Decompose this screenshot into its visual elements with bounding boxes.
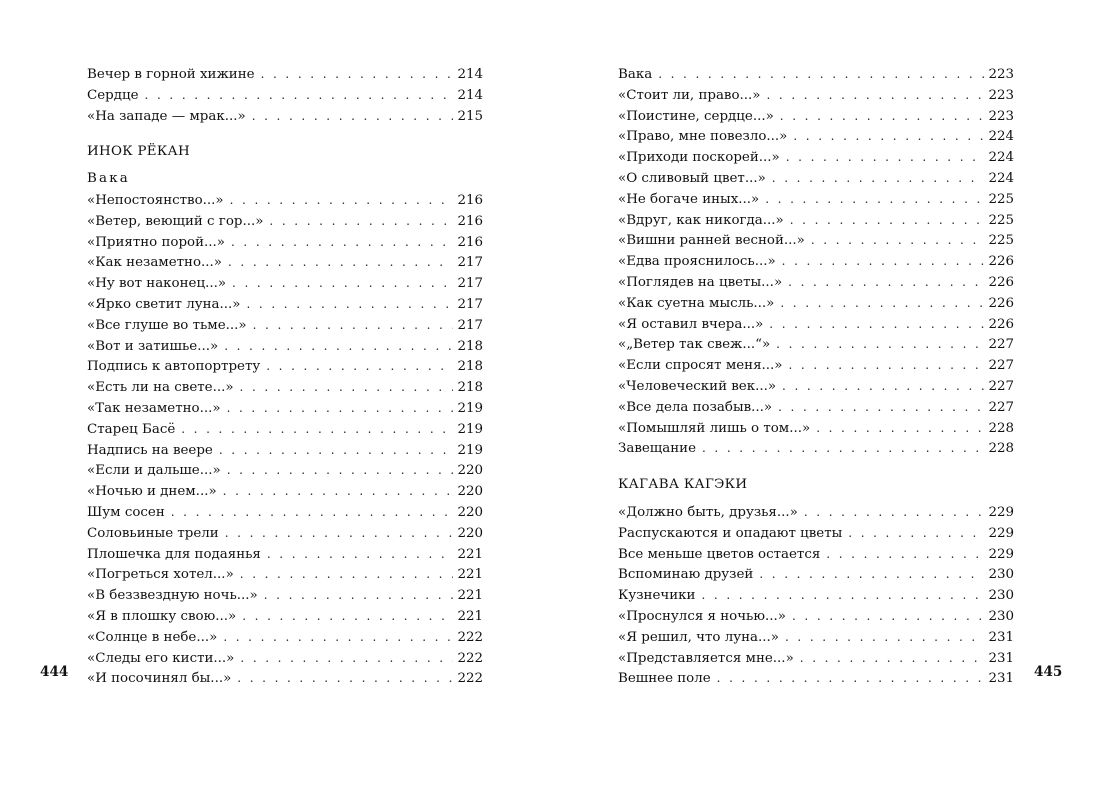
toc-entry-title: «Приходи поскорей...» (618, 150, 780, 166)
toc-entry (87, 440, 483, 461)
toc-entry-title: Соловьиные трели (87, 525, 219, 541)
toc-entry-page: 214 (457, 87, 483, 103)
toc-entry-title: Вешнее поле (618, 671, 711, 687)
toc-entry-title: Старец Басё (87, 421, 176, 437)
toc-entry-title: Кузнечики (618, 588, 696, 604)
dot-leader (776, 334, 984, 355)
dot-leader (790, 210, 985, 231)
toc-entry-page: 221 (457, 546, 483, 562)
toc-entry (87, 668, 483, 689)
toc-entry-title: «Должно быть, друзья...» (618, 504, 798, 520)
toc-entry-title: Вспоминаю друзей (618, 567, 754, 583)
toc-entry-group (87, 190, 483, 689)
dot-leader (171, 502, 454, 523)
toc-entry (618, 523, 1014, 544)
dot-leader (237, 668, 453, 689)
toc-entry (618, 502, 1014, 523)
toc-entry (618, 272, 1014, 293)
toc-entry (618, 418, 1014, 439)
toc-entry-title: «Непостоянство...» (87, 192, 224, 208)
toc-entry-page: 223 (988, 87, 1014, 103)
toc-entry-title: «Поистине, сердце...» (618, 108, 774, 124)
dot-leader (826, 544, 984, 565)
toc-entry-title: Вака (618, 67, 653, 82)
toc-entry-title: «Погреться хотел...» (87, 567, 234, 583)
dot-leader (264, 585, 454, 606)
dot-leader (224, 336, 453, 357)
toc-entry-title: «Все глуше во тьме...» (87, 317, 247, 333)
toc-entry-title: «Помышляй лишь о том...» (618, 420, 811, 436)
toc-entry-title: «Приятно порой...» (87, 234, 225, 250)
dot-leader (269, 211, 453, 232)
toc-entry-page: 225 (988, 191, 1014, 207)
section-title: ИНОК РЁКАН (87, 144, 190, 160)
toc-entry (87, 481, 483, 502)
dot-leader (800, 648, 985, 669)
dot-leader (231, 232, 453, 253)
toc-entry-title: «Не богаче иных...» (618, 191, 760, 207)
toc-entry (87, 544, 483, 565)
toc-entry (87, 190, 483, 211)
toc-entry-page: 218 (457, 359, 483, 375)
toc-entry-title: Завещание (618, 441, 696, 457)
toc-entry-title: Плошечка для подаянья (87, 546, 261, 562)
toc-entry-page: 230 (988, 588, 1014, 604)
toc-entry (618, 251, 1014, 272)
dot-leader (765, 189, 984, 210)
dot-leader (240, 377, 454, 398)
toc-entry (87, 252, 483, 273)
toc-entry-title: «Ну вот наконец...» (87, 276, 227, 292)
toc-entry-title: «Солнце в небе...» (87, 629, 218, 645)
toc-entry-title: «Если и дальше...» (87, 463, 221, 479)
toc-entry-page: 226 (988, 274, 1014, 290)
toc-entry (618, 668, 1014, 689)
toc-entry-page: 229 (988, 525, 1014, 541)
toc-entry-title: «О сливовый цвет...» (618, 170, 766, 186)
toc-entry (87, 232, 483, 253)
toc-entry-page: 217 (457, 296, 483, 312)
page-number: 444 (40, 664, 69, 680)
toc-entry-page: 216 (457, 213, 483, 229)
toc-entry-title: «Все дела позабыв...» (618, 399, 773, 415)
dot-leader (769, 314, 984, 335)
toc-entry-page: 217 (457, 255, 483, 271)
dot-leader (225, 523, 454, 544)
dot-leader (266, 356, 453, 377)
dot-leader (778, 397, 984, 418)
toc-entry-page: 217 (457, 317, 483, 333)
dot-leader (252, 106, 454, 127)
toc-entry-title: «Я оставил вчера...» (618, 316, 764, 332)
toc-entry (87, 398, 483, 419)
dot-leader (240, 648, 453, 669)
toc-entry-title: «Поглядев на цветы...» (618, 274, 783, 290)
toc-entry-page: 227 (988, 399, 1014, 415)
toc-entry-page: 220 (457, 463, 483, 479)
toc-entry (618, 85, 1014, 106)
toc-entry-title: «Как суетна мысль...» (618, 295, 775, 311)
toc-entry (618, 564, 1014, 585)
toc-entry (87, 377, 483, 398)
toc-entry (618, 189, 1014, 210)
toc-entry-title: «Ярко светит луна...» (87, 296, 241, 312)
toc-entry-page: 223 (988, 108, 1014, 124)
toc-entry-title: «Как незаметно...» (87, 255, 222, 271)
toc-entry (87, 460, 483, 481)
toc-entry-title: «И посочинял бы...» (87, 671, 232, 687)
toc-entry (87, 315, 483, 336)
toc-entry-title: «На западе — мрак...» (87, 108, 246, 124)
dot-leader (223, 481, 454, 502)
toc-entry-page: 228 (988, 420, 1014, 436)
dot-leader (658, 64, 984, 85)
toc-entry (87, 85, 483, 106)
toc-entry (618, 376, 1014, 397)
toc-entry-title: «Вдруг, как никогда...» (618, 212, 784, 228)
toc-entry (87, 648, 483, 669)
toc-entry-page: 215 (457, 108, 483, 124)
toc-entry-page: 222 (457, 650, 483, 666)
toc-entry-page: 230 (988, 567, 1014, 583)
toc-entry-page: 229 (988, 504, 1014, 520)
right-page-toc (618, 64, 1014, 689)
dot-leader (782, 376, 984, 397)
toc-entry-group (618, 502, 1014, 689)
toc-entry-title: «Право, мне повезло...» (618, 129, 788, 145)
toc-entry-title: «Вишни ранней весной...» (618, 233, 805, 249)
toc-entry-page: 221 (457, 588, 483, 604)
toc-entry (87, 585, 483, 606)
toc-entry (87, 294, 483, 315)
toc-entry-page: 219 (457, 442, 483, 458)
dot-leader (772, 168, 985, 189)
toc-entry (618, 147, 1014, 168)
toc-entry (618, 64, 1014, 85)
toc-entry (618, 126, 1014, 147)
toc-entry-page: 218 (457, 380, 483, 396)
dot-leader (788, 272, 984, 293)
toc-entry-page: 219 (457, 421, 483, 437)
toc-entry (618, 627, 1014, 648)
dot-leader (145, 85, 454, 106)
toc-entry (87, 106, 483, 127)
toc-entry (87, 627, 483, 648)
toc-entry (618, 438, 1014, 459)
toc-entry-page: 224 (988, 129, 1014, 145)
toc-entry-page: 219 (457, 400, 483, 416)
toc-entry-page: 229 (988, 546, 1014, 562)
toc-entry (618, 544, 1014, 565)
toc-entry-title: «Ветер, веющий с гор...» (87, 213, 264, 229)
dot-leader (717, 668, 985, 689)
toc-entry (618, 168, 1014, 189)
toc-entry-title: «Так незаметно...» (87, 400, 221, 416)
toc-entry-title: «Ночью и днем...» (87, 484, 217, 500)
page-number: 445 (1034, 664, 1063, 680)
toc-entry-page: 222 (457, 671, 483, 687)
toc-entry-title: «Вот и затишье...» (87, 338, 219, 354)
toc-entry (87, 419, 483, 440)
toc-entry-page: 216 (457, 192, 483, 208)
dot-leader (240, 564, 454, 585)
toc-entry (618, 355, 1014, 376)
toc-entry-page: 226 (988, 295, 1014, 311)
dot-leader (701, 585, 984, 606)
toc-entry-page: 220 (457, 525, 483, 541)
dot-leader (780, 106, 985, 127)
toc-entry-page: 214 (457, 67, 483, 82)
toc-entry-title: «Человеческий век...» (618, 378, 777, 394)
toc-entry-page: 231 (988, 629, 1014, 645)
toc-entry (87, 336, 483, 357)
dot-leader (786, 147, 985, 168)
toc-entry (87, 273, 483, 294)
toc-entry-page: 216 (457, 234, 483, 250)
toc-entry-title: «Проснулся я ночью...» (618, 608, 786, 624)
left-page-toc (87, 64, 483, 689)
dot-leader (232, 273, 453, 294)
toc-entry-title: Все меньше цветов остается (618, 546, 821, 562)
toc-entry (618, 585, 1014, 606)
toc-entry-title: «Представляется мне...» (618, 650, 794, 666)
toc-entry (87, 64, 483, 85)
dot-leader (792, 606, 984, 627)
toc-entry-page: 231 (988, 650, 1014, 666)
dot-leader (759, 564, 984, 585)
toc-entry-title: «В беззвездную ночь...» (87, 588, 258, 604)
dot-leader (702, 438, 984, 459)
toc-entry-page: 225 (988, 212, 1014, 228)
toc-entry-title: «Есть ли на свете...» (87, 380, 234, 396)
dot-leader (261, 64, 454, 85)
toc-entry-page: 217 (457, 276, 483, 292)
dot-leader (181, 419, 453, 440)
toc-entry-title: «Я в плошку свою...» (87, 608, 237, 624)
toc-entry (618, 106, 1014, 127)
toc-entry-group (87, 64, 483, 126)
toc-entry (87, 356, 483, 377)
dot-leader (811, 230, 985, 251)
dot-leader (267, 544, 454, 565)
toc-entry-page: 230 (988, 608, 1014, 624)
toc-entry-page: 221 (457, 567, 483, 583)
toc-entry-page: 227 (988, 378, 1014, 394)
toc-entry (87, 502, 483, 523)
toc-entry (87, 606, 483, 627)
dot-leader (230, 190, 454, 211)
dot-leader (223, 627, 453, 648)
toc-entry-title: «Следы его кисти...» (87, 650, 235, 666)
toc-entry (618, 606, 1014, 627)
toc-entry (618, 230, 1014, 251)
dot-leader (848, 523, 984, 544)
toc-entry-title: Сердце (87, 87, 139, 103)
toc-entry-page: 220 (457, 504, 483, 520)
toc-entry-title: «Если спросят меня...» (618, 358, 783, 374)
toc-entry (618, 397, 1014, 418)
toc-entry-page: 231 (988, 671, 1014, 687)
toc-entry (87, 211, 483, 232)
dot-leader (242, 606, 453, 627)
toc-entry-title: Распускаются и опадают цветы (618, 525, 843, 541)
toc-entry (618, 293, 1014, 314)
dot-leader (219, 440, 454, 461)
toc-entry-title: Подпись к автопортрету (87, 359, 261, 375)
toc-entry-page: 220 (457, 484, 483, 500)
toc-entry-page: 224 (988, 170, 1014, 186)
toc-entry-title: Вечер в горной хижине (87, 67, 255, 82)
dot-leader (227, 460, 454, 481)
toc-entry-page: 228 (988, 441, 1014, 457)
toc-entry-title: «Я решил, что луна...» (618, 629, 779, 645)
toc-entry-page: 226 (988, 254, 1014, 270)
dot-leader (246, 294, 453, 315)
toc-entry-title: «Едва прояснилось...» (618, 254, 776, 270)
dot-leader (789, 355, 985, 376)
toc-entry-page: 224 (988, 150, 1014, 166)
toc-entry-page: 221 (457, 608, 483, 624)
toc-entry (87, 564, 483, 585)
toc-entry-page: 225 (988, 233, 1014, 249)
toc-entry (87, 523, 483, 544)
toc-entry-page: 223 (988, 67, 1014, 82)
toc-entry (618, 210, 1014, 231)
dot-leader (816, 418, 984, 439)
dot-leader (793, 126, 984, 147)
toc-entry-page: 226 (988, 316, 1014, 332)
toc-entry-page: 227 (988, 358, 1014, 374)
dot-leader (228, 252, 453, 273)
section-title: КАГАВА КАГЭКИ (618, 477, 748, 493)
dot-leader (804, 502, 985, 523)
dot-leader (780, 293, 984, 314)
toc-entry-title: Надпись на веере (87, 442, 213, 458)
dot-leader (227, 398, 454, 419)
toc-entry (618, 314, 1014, 335)
dot-leader (253, 315, 454, 336)
toc-entry (618, 648, 1014, 669)
toc-entry (618, 334, 1014, 355)
dot-leader (767, 85, 985, 106)
toc-entry-page: 218 (457, 338, 483, 354)
dot-leader (785, 627, 984, 648)
subsection-title: Вака (87, 171, 130, 187)
toc-entry-title: «„Ветер так свеж...“» (618, 337, 771, 353)
dot-leader (782, 251, 985, 272)
toc-entry-title: «Стоит ли, право...» (618, 87, 761, 103)
toc-entry-group (618, 64, 1014, 459)
toc-entry-page: 222 (457, 629, 483, 645)
toc-entry-page: 227 (988, 337, 1014, 353)
toc-entry-title: Шум сосен (87, 504, 165, 520)
